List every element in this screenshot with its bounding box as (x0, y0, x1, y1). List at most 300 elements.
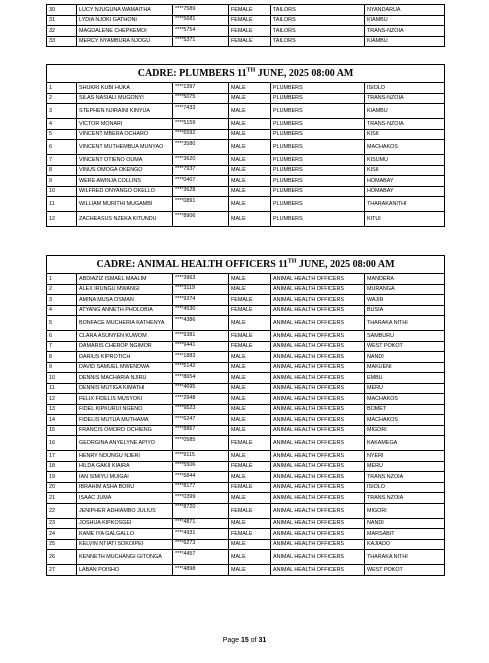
id-code-cell: ****1397 (173, 83, 229, 94)
table-row (47, 104, 445, 119)
county-cell: TRANS-NZOIA (365, 26, 445, 37)
id-code-cell: ****4695 (173, 383, 229, 394)
table-row (47, 212, 445, 227)
id-code-cell: ****5681 (173, 15, 229, 26)
id-code-cell: ****5142 (173, 362, 229, 373)
id-code-cell: ****6844 (173, 472, 229, 483)
id-code-cell: ****5754 (173, 26, 229, 37)
row-number-cell: 11 (47, 197, 77, 212)
table-row (47, 394, 445, 405)
county-cell: NANDI (365, 518, 445, 529)
county-cell: TRANS NZOIA (365, 493, 445, 504)
id-code-cell: ****0585 (173, 436, 229, 451)
row-number-cell: 12 (47, 212, 77, 227)
section-title-row (47, 256, 445, 274)
table-row (47, 493, 445, 504)
cadre-cell: PLUMBERS (271, 165, 365, 176)
county-cell: TRANS-NZOIA (365, 119, 445, 130)
county-cell: MURANGA (365, 284, 445, 295)
table-row (47, 362, 445, 373)
table-row (47, 284, 445, 295)
row-number-cell: 5 (47, 129, 77, 140)
name-cell: CLARA ASUNYEN KUWOM (77, 331, 173, 342)
table-row (47, 539, 445, 550)
row-number-cell: 2 (47, 93, 77, 104)
cadre-cell: PLUMBERS (271, 119, 365, 130)
county-cell: KISII (365, 129, 445, 140)
name-cell: HILDA GAKII KIAIRA (77, 461, 173, 472)
table-row (47, 404, 445, 415)
county-cell: MAKUENI (365, 362, 445, 373)
row-number-cell: 21 (47, 493, 77, 504)
county-cell: KIAMBU (365, 36, 445, 47)
gender-cell: MALE (229, 316, 271, 331)
gender-cell: MALE (229, 212, 271, 227)
name-cell: DENNIS MUTIGA KIMATHI (77, 383, 173, 394)
county-cell: KAJIADO (365, 539, 445, 550)
cadre-cell: ANIMAL HEALTH OFFICERS (271, 550, 365, 565)
name-cell: VICTOR MONARI (77, 119, 173, 130)
county-cell: WEST POKOT (365, 565, 445, 576)
cadre-cell: ANIMAL HEALTH OFFICERS (271, 341, 365, 352)
county-cell: MERU (365, 383, 445, 394)
gender-cell: MALE (229, 451, 271, 462)
table-row (47, 565, 445, 576)
name-cell: ZACHEASUS NZEKA KITUNDU (77, 212, 173, 227)
table-row (47, 186, 445, 197)
id-code-cell: ****1883 (173, 352, 229, 363)
id-code-cell: ****3963 (173, 274, 229, 285)
gender-cell: FEMALE (229, 503, 271, 518)
id-code-cell: ****6247 (173, 415, 229, 426)
table-row (47, 472, 445, 483)
county-cell: TRANS-NZOIA (365, 93, 445, 104)
id-code-cell: ****9381 (173, 331, 229, 342)
table-row (47, 518, 445, 529)
id-code-cell: ****6592 (173, 129, 229, 140)
county-cell: MANDERA (365, 274, 445, 285)
table-row (47, 295, 445, 306)
gender-cell: FEMALE (229, 15, 271, 26)
gender-cell: MALE (229, 155, 271, 166)
cadre-cell: PLUMBERS (271, 155, 365, 166)
name-cell: FELIX FIDELIS MUSYOKI (77, 394, 173, 405)
table-row (47, 550, 445, 565)
county-cell: THARAKA NITHI (365, 316, 445, 331)
cadre-cell: PLUMBERS (271, 104, 365, 119)
name-cell: WILFRED ONYANGO OKELLO (77, 186, 173, 197)
gender-cell: FEMALE (229, 305, 271, 316)
table-row (47, 119, 445, 130)
table-row (47, 316, 445, 331)
name-cell: LABAN POISHO (77, 565, 173, 576)
gender-cell: MALE (229, 518, 271, 529)
id-code-cell: ****8906 (173, 212, 229, 227)
id-code-cell: ****2948 (173, 394, 229, 405)
county-cell: HOMABAY (365, 186, 445, 197)
table-row (47, 373, 445, 384)
name-cell: MAGDALENE CHEPKEMOI (77, 26, 173, 37)
gender-cell: MALE (229, 383, 271, 394)
cadre-cell: PLUMBERS (271, 186, 365, 197)
name-cell: KELVIN NTIATI SOKOIPEI (77, 539, 173, 550)
county-cell: THARAKANITHI (365, 197, 445, 212)
county-cell: NANDI (365, 352, 445, 363)
table-row (47, 93, 445, 104)
name-cell: KENNETH MUCHANGI GITONGA (77, 550, 173, 565)
table-row (47, 274, 445, 285)
table-row (47, 503, 445, 518)
row-number-cell: 4 (47, 119, 77, 130)
gender-cell: MALE (229, 104, 271, 119)
gender-cell: MALE (229, 550, 271, 565)
id-code-cell: ****5075 (173, 93, 229, 104)
section-title-row (47, 65, 445, 83)
county-cell: MACHAKOS (365, 415, 445, 426)
gender-cell: FEMALE (229, 295, 271, 306)
gender-cell: MALE (229, 284, 271, 295)
section-title-datetime: JUNE, 2025 08:00 AM (255, 67, 354, 79)
county-cell: KISII (365, 165, 445, 176)
id-code-cell: ****3620 (173, 155, 229, 166)
cadre-cell: PLUMBERS (271, 83, 365, 94)
gender-cell: MALE (229, 119, 271, 130)
id-code-cell: ****4530 (173, 305, 229, 316)
id-code-cell: ****9374 (173, 295, 229, 306)
id-code-cell: ****4931 (173, 529, 229, 540)
footer-mid: of (248, 637, 259, 644)
gender-cell: MALE (229, 165, 271, 176)
id-code-cell: ****5506 (173, 461, 229, 472)
row-number-cell: 1 (47, 274, 77, 285)
county-cell: KAKAMEGA (365, 436, 445, 451)
id-code-cell: ****9441 (173, 341, 229, 352)
cadre-cell: ANIMAL HEALTH OFFICERS (271, 539, 365, 550)
cadre-cell: ANIMAL HEALTH OFFICERS (271, 295, 365, 306)
footer-prefix: Page (222, 637, 241, 644)
name-cell: JOSHUA KIPKOSGEI (77, 518, 173, 529)
cadre-cell: PLUMBERS (271, 140, 365, 155)
gender-cell: FEMALE (229, 5, 271, 16)
section-title-text: CADRE: PLUMBERS 11 (137, 67, 247, 79)
cadre-cell: ANIMAL HEALTH OFFICERS (271, 362, 365, 373)
row-number-cell: 17 (47, 451, 77, 462)
row-number-cell: 9 (47, 176, 77, 187)
tailors-table (46, 4, 445, 47)
id-code-cell: ****8654 (173, 373, 229, 384)
section-title (47, 65, 445, 83)
table-row (47, 415, 445, 426)
section-title-ordinal: TH (246, 67, 256, 74)
id-code-cell: ****3628 (173, 186, 229, 197)
gender-cell: MALE (229, 539, 271, 550)
gender-cell: MALE (229, 394, 271, 405)
cadre-cell: ANIMAL HEALTH OFFICERS (271, 503, 365, 518)
gender-cell: MALE (229, 565, 271, 576)
id-code-cell: ****5371 (173, 36, 229, 47)
row-number-cell: 33 (47, 36, 77, 47)
county-cell: TRANS NZOIA (365, 472, 445, 483)
county-cell: MARSABIT (365, 529, 445, 540)
name-cell: ABDIAZIZ ISMAEL MAALIM (77, 274, 173, 285)
id-code-cell: ****0891 (173, 197, 229, 212)
name-cell: FIDEL KIPKURUI NGENO (77, 404, 173, 415)
id-code-cell: ****3119 (173, 284, 229, 295)
name-cell: LUCY NJUGUNA WAMAITHA (77, 5, 173, 16)
row-number-cell: 12 (47, 394, 77, 405)
gender-cell: FEMALE (229, 482, 271, 493)
row-number-cell: 14 (47, 415, 77, 426)
row-number-cell: 5 (47, 316, 77, 331)
row-number-cell: 7 (47, 341, 77, 352)
cadre-cell: ANIMAL HEALTH OFFICERS (271, 352, 365, 363)
row-number-cell: 11 (47, 383, 77, 394)
section-title (47, 256, 445, 274)
cadre-cell: TAILORS (271, 36, 365, 47)
id-code-cell: ****4871 (173, 518, 229, 529)
row-number-cell: 8 (47, 352, 77, 363)
cadre-cell: ANIMAL HEALTH OFFICERS (271, 451, 365, 462)
cadre-cell: PLUMBERS (271, 176, 365, 187)
id-code-cell: ****4386 (173, 316, 229, 331)
gender-cell: FEMALE (229, 529, 271, 540)
county-cell: SAMBURU (365, 331, 445, 342)
cadre-cell: ANIMAL HEALTH OFFICERS (271, 493, 365, 504)
id-code-cell: ****4898 (173, 565, 229, 576)
table-row (47, 26, 445, 37)
cadre-cell: ANIMAL HEALTH OFFICERS (271, 461, 365, 472)
table-row (47, 5, 445, 16)
name-cell: AMINA MUSA OSMAN (77, 295, 173, 306)
table-row (47, 331, 445, 342)
table-row (47, 425, 445, 436)
row-number-cell: 20 (47, 482, 77, 493)
name-cell: WERE AWINJA COLLINS (77, 176, 173, 187)
row-number-cell: 19 (47, 472, 77, 483)
id-code-cell: ****8177 (173, 482, 229, 493)
name-cell: SHUKRI KUBI HUKA (77, 83, 173, 94)
gender-cell: MALE (229, 186, 271, 197)
row-number-cell: 4 (47, 305, 77, 316)
gender-cell: MALE (229, 404, 271, 415)
name-cell: ALEX IRUNGU MWANGI (77, 284, 173, 295)
gender-cell: MALE (229, 140, 271, 155)
name-cell: VINCENT MUTHEMBUA MUNYAO (77, 140, 173, 155)
county-cell: ISIOLO (365, 83, 445, 94)
table-row (47, 451, 445, 462)
table-row (47, 482, 445, 493)
row-number-cell: 27 (47, 565, 77, 576)
table-row (47, 383, 445, 394)
county-cell: MERU (365, 461, 445, 472)
name-cell: SILAS NASIALI MUGONYI (77, 93, 173, 104)
name-cell: GEORGINA ANYELYNE APIYO (77, 436, 173, 451)
id-code-cell: ****9115 (173, 451, 229, 462)
county-cell: KISUMU (365, 155, 445, 166)
row-number-cell: 22 (47, 503, 77, 518)
name-cell: JENIPHER ADHIAMBO JULIUS (77, 503, 173, 518)
table-row (47, 83, 445, 94)
name-cell: KAME IYA GALGALLO (77, 529, 173, 540)
animal-health-officers-table (46, 255, 445, 576)
cadre-cell: ANIMAL HEALTH OFFICERS (271, 472, 365, 483)
current-page-number: 15 (240, 637, 249, 644)
cadre-cell: PLUMBERS (271, 129, 365, 140)
county-cell: NYANDARUA (365, 5, 445, 16)
name-cell: ATYANG ANNETH PHOLOBIA (77, 305, 173, 316)
name-cell: WILLIAM MURITHI MUGAMBI (77, 197, 173, 212)
row-number-cell: 10 (47, 186, 77, 197)
row-number-cell: 26 (47, 550, 77, 565)
row-number-cell: 31 (47, 15, 77, 26)
gender-cell: FEMALE (229, 36, 271, 47)
cadre-cell: ANIMAL HEALTH OFFICERS (271, 404, 365, 415)
cadre-cell: PLUMBERS (271, 197, 365, 212)
id-code-cell: ****0407 (173, 176, 229, 187)
row-number-cell: 3 (47, 104, 77, 119)
county-cell: EMBU (365, 373, 445, 384)
name-cell: BONFACE MUCHERIA KATHENYA (77, 316, 173, 331)
section-title-ordinal: TH (287, 258, 297, 265)
gender-cell: FEMALE (229, 331, 271, 342)
row-number-cell: 3 (47, 295, 77, 306)
name-cell: FRANCIS OMORO OCHIENG (77, 425, 173, 436)
cadre-cell: ANIMAL HEALTH OFFICERS (271, 436, 365, 451)
gender-cell: MALE (229, 352, 271, 363)
county-cell: THARAKA NITHI (365, 550, 445, 565)
row-number-cell: 2 (47, 284, 77, 295)
gender-cell: MALE (229, 129, 271, 140)
cadre-cell: ANIMAL HEALTH OFFICERS (271, 331, 365, 342)
name-cell: VINUS OMOGA OKENGO (77, 165, 173, 176)
table-row (47, 461, 445, 472)
row-number-cell: 25 (47, 539, 77, 550)
table-row (47, 36, 445, 47)
id-code-cell: ****3580 (173, 140, 229, 155)
cadre-cell: ANIMAL HEALTH OFFICERS (271, 284, 365, 295)
row-number-cell: 1 (47, 83, 77, 94)
cadre-cell: ANIMAL HEALTH OFFICERS (271, 482, 365, 493)
row-number-cell: 24 (47, 529, 77, 540)
county-cell: MIGORI (365, 425, 445, 436)
table-row (47, 140, 445, 155)
name-cell: ISAAC JUMA (77, 493, 173, 504)
cadre-cell: PLUMBERS (271, 93, 365, 104)
county-cell: BUSIA (365, 305, 445, 316)
gender-cell: MALE (229, 362, 271, 373)
row-number-cell: 9 (47, 362, 77, 373)
section-title-datetime: JUNE, 2025 08:00 AM (296, 258, 395, 270)
id-code-cell: ****7433 (173, 104, 229, 119)
row-number-cell: 18 (47, 461, 77, 472)
gender-cell: MALE (229, 83, 271, 94)
table-row (47, 352, 445, 363)
table-row (47, 165, 445, 176)
name-cell: IAN SIMIYU MUIGAI (77, 472, 173, 483)
name-cell: MERCY NYAMBURA NJOGU (77, 36, 173, 47)
gender-cell: FEMALE (229, 26, 271, 37)
id-code-cell: ****5159 (173, 119, 229, 130)
table-row (47, 155, 445, 166)
county-cell: KIAMBU (365, 15, 445, 26)
table-row (47, 129, 445, 140)
row-number-cell: 6 (47, 140, 77, 155)
gender-cell: MALE (229, 425, 271, 436)
id-code-cell: ****8867 (173, 425, 229, 436)
row-number-cell: 7 (47, 155, 77, 166)
row-number-cell: 13 (47, 404, 77, 415)
row-number-cell: 30 (47, 5, 77, 16)
cadre-cell: ANIMAL HEALTH OFFICERS (271, 529, 365, 540)
table-row (47, 305, 445, 316)
name-cell: DENNIS MACHARIA NJIRU (77, 373, 173, 384)
gender-cell: MALE (229, 415, 271, 426)
cadre-cell: TAILORS (271, 26, 365, 37)
county-cell: HOMABAY (365, 176, 445, 187)
cadre-cell: PLUMBERS (271, 212, 365, 227)
cadre-cell: ANIMAL HEALTH OFFICERS (271, 316, 365, 331)
id-code-cell: ****0399 (173, 493, 229, 504)
table-row (47, 436, 445, 451)
gender-cell: FEMALE (229, 436, 271, 451)
name-cell: STEPHEN NJIRAINI KINYUA (77, 104, 173, 119)
gender-cell: MALE (229, 472, 271, 483)
name-cell: VINCENT MBERA OCHARO (77, 129, 173, 140)
id-code-cell: ****6273 (173, 539, 229, 550)
plumbers-table (46, 64, 445, 227)
gender-cell: MALE (229, 176, 271, 187)
name-cell: DARIUS KIPROTICH (77, 352, 173, 363)
cadre-cell: ANIMAL HEALTH OFFICERS (271, 394, 365, 405)
row-number-cell: 23 (47, 518, 77, 529)
gender-cell: MALE (229, 93, 271, 104)
county-cell: WAJIR (365, 295, 445, 306)
gender-cell: MALE (229, 197, 271, 212)
cadre-cell: ANIMAL HEALTH OFFICERS (271, 415, 365, 426)
cadre-cell: ANIMAL HEALTH OFFICERS (271, 274, 365, 285)
gender-cell: MALE (229, 274, 271, 285)
county-cell: BOMET (365, 404, 445, 415)
gender-cell: MALE (229, 493, 271, 504)
name-cell: IBRAHIM ASHA BORU (77, 482, 173, 493)
id-code-cell: ****9523 (173, 404, 229, 415)
county-cell: KIAMBU (365, 104, 445, 119)
row-number-cell: 32 (47, 26, 77, 37)
county-cell: ISIOLO (365, 482, 445, 493)
table-row (47, 197, 445, 212)
table-row (47, 15, 445, 26)
row-number-cell: 6 (47, 331, 77, 342)
section-title-text: CADRE: ANIMAL HEALTH OFFICERS 11 (96, 258, 288, 270)
id-code-cell: ****7589 (173, 5, 229, 16)
cadre-cell: ANIMAL HEALTH OFFICERS (271, 565, 365, 576)
id-code-cell: ****7937 (173, 165, 229, 176)
cadre-cell: ANIMAL HEALTH OFFICERS (271, 305, 365, 316)
county-cell: MACHAKOS (365, 140, 445, 155)
cadre-cell: ANIMAL HEALTH OFFICERS (271, 383, 365, 394)
table-row (47, 529, 445, 540)
name-cell: HENRY NDUNGU NJERI (77, 451, 173, 462)
name-cell: FIDELIS MUTUA MUTHAMA (77, 415, 173, 426)
name-cell: VINCENT OTIENO OUMA (77, 155, 173, 166)
row-number-cell: 8 (47, 165, 77, 176)
gender-cell: FEMALE (229, 461, 271, 472)
gender-cell: MALE (229, 373, 271, 384)
name-cell: LYDIA NJOKI GATHONI (77, 15, 173, 26)
name-cell: DAVID SAMUEL MWENDWA (77, 362, 173, 373)
county-cell: NYERI (365, 451, 445, 462)
county-cell: KITUI (365, 212, 445, 227)
